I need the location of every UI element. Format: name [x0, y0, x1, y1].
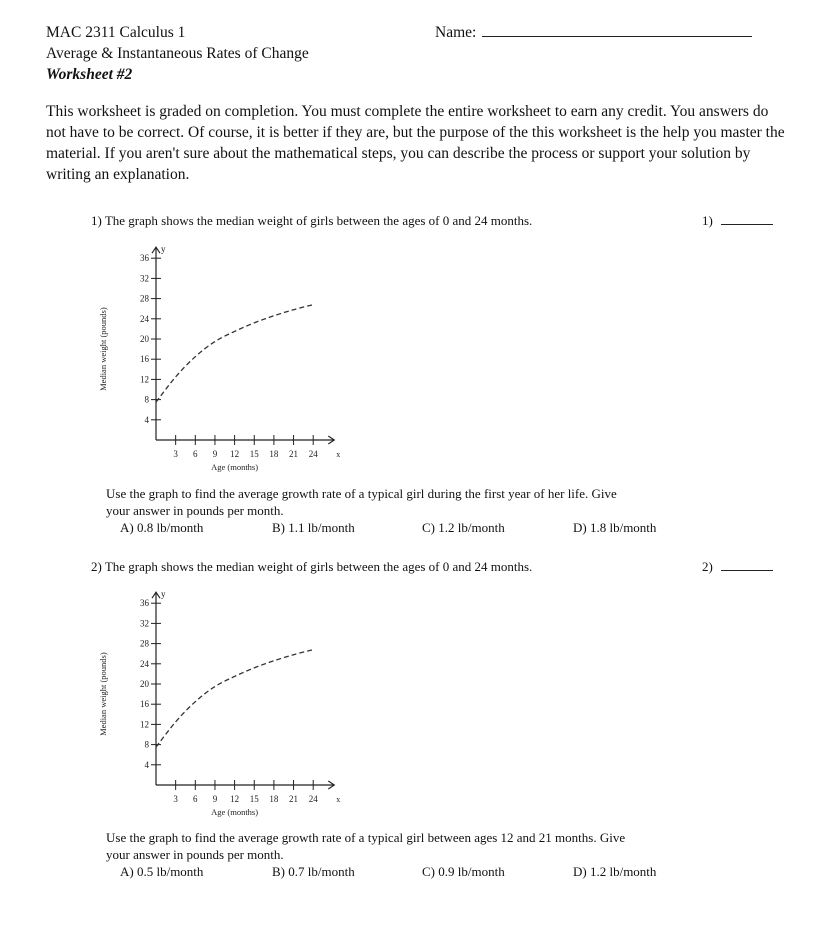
y-tick-label: 32	[140, 273, 149, 284]
y-tick-label: 16	[140, 354, 149, 365]
y-tick-label: 12	[140, 374, 149, 385]
y-tick-label: 16	[140, 699, 149, 710]
x-tick-label: 18	[269, 794, 279, 804]
y-tick-label: 4	[144, 759, 149, 770]
y-tick-label: 4	[144, 414, 149, 425]
course-title: MAC 2311 Calculus 1	[46, 24, 186, 41]
chart-1	[90, 244, 370, 480]
x-tick-label: 3	[173, 794, 178, 804]
chart-2	[90, 589, 370, 825]
worksheet-title: Worksheet #2	[46, 66, 133, 83]
y-tick-label: 8	[144, 739, 149, 750]
question-1-task-line2: your answer in pounds per month.	[106, 503, 284, 518]
x-tick-label: 6	[193, 794, 198, 804]
question-2-task-line1: Use the graph to find the average growth rate of a typical girl between ages 12 and 21 months. Give	[106, 830, 626, 845]
y-axis-label: Median weight (pounds)	[98, 652, 108, 736]
weight-curve	[156, 650, 313, 747]
answer-label: 2)	[702, 559, 713, 574]
y-tick-label: 12	[140, 719, 149, 730]
x-tick-label: 6	[193, 449, 198, 459]
intro-paragraph: This worksheet is graded on completion. You must complete the entire worksheet to earn any credit. You answers do not have to be correct. Of course, it is better if they are, but the purpose of the this worksheet is the help you master the material. If you aren't sure about the mathematical steps, you can describe the process or support your solution by writing an explanation.	[46, 103, 785, 183]
question-1-choice-d[interactable]: D) 1.8 lb/month	[573, 520, 657, 535]
question-2-prompt: 2) The graph shows the median weight of girls between the ages of 0 and 24 months.	[91, 559, 533, 574]
weight-curve	[156, 305, 313, 402]
x-tick-label: 3	[173, 449, 178, 459]
x-tick-label: 24	[308, 449, 318, 459]
answer-label: 1)	[702, 213, 713, 228]
y-axis-letter: y	[161, 244, 166, 255]
question-1-choice-a[interactable]: A) 0.8 lb/month	[120, 520, 204, 535]
question-2-choice-b[interactable]: B) 0.7 lb/month	[272, 864, 355, 879]
x-axis-letter: x	[336, 795, 341, 804]
question-1-task-line1: Use the graph to find the average growth rate of a typical girl during the first year of her life. Give	[106, 486, 617, 501]
name-label: Name:	[435, 24, 477, 41]
question-2-choice-a[interactable]: A) 0.5 lb/month	[120, 864, 204, 879]
x-axis-label: Age (months)	[211, 462, 259, 472]
y-tick-label: 20	[140, 679, 149, 689]
name-blank-line[interactable]	[482, 22, 752, 37]
y-tick-label: 32	[140, 618, 149, 629]
x-tick-label: 12	[230, 794, 240, 804]
x-tick-label: 12	[230, 449, 240, 459]
question-2-choice-d[interactable]: D) 1.2 lb/month	[573, 864, 657, 879]
y-axis-letter: y	[161, 589, 166, 600]
y-tick-label: 28	[140, 638, 149, 649]
x-axis-label: Age (months)	[211, 807, 259, 817]
question-1-prompt: 1) The graph shows the median weight of girls between the ages of 0 and 24 months.	[91, 213, 533, 228]
x-tick-label: 9	[212, 794, 218, 804]
question-1-choice-c[interactable]: C) 1.2 lb/month	[422, 520, 505, 535]
question-1-answer[interactable]	[702, 213, 773, 229]
x-tick-label: 21	[289, 449, 299, 459]
y-axis-label: Median weight (pounds)	[98, 307, 108, 391]
question-2-choice-c[interactable]: C) 0.9 lb/month	[422, 864, 505, 879]
y-tick-label: 28	[140, 293, 149, 304]
y-tick-label: 36	[140, 598, 149, 609]
answer-blank[interactable]	[721, 214, 773, 225]
y-tick-label: 24	[140, 313, 149, 324]
y-tick-label: 36	[140, 253, 149, 264]
x-tick-label: 15	[249, 449, 259, 459]
topic-title: Average & Instantaneous Rates of Change	[46, 45, 309, 62]
x-tick-label: 15	[249, 794, 259, 804]
x-tick-label: 21	[289, 794, 299, 804]
answer-blank[interactable]	[721, 560, 773, 571]
question-2-answer[interactable]	[702, 559, 773, 575]
x-tick-label: 18	[269, 449, 279, 459]
x-axis-letter: x	[336, 450, 341, 459]
question-2-task-line2: your answer in pounds per month.	[106, 847, 284, 862]
name-field[interactable]	[435, 22, 752, 43]
question-1-choice-b[interactable]: B) 1.1 lb/month	[272, 520, 355, 535]
x-tick-label: 9	[212, 449, 218, 459]
x-tick-label: 24	[308, 794, 318, 804]
y-tick-label: 20	[140, 334, 149, 344]
y-tick-label: 24	[140, 658, 149, 669]
y-tick-label: 8	[144, 394, 149, 405]
